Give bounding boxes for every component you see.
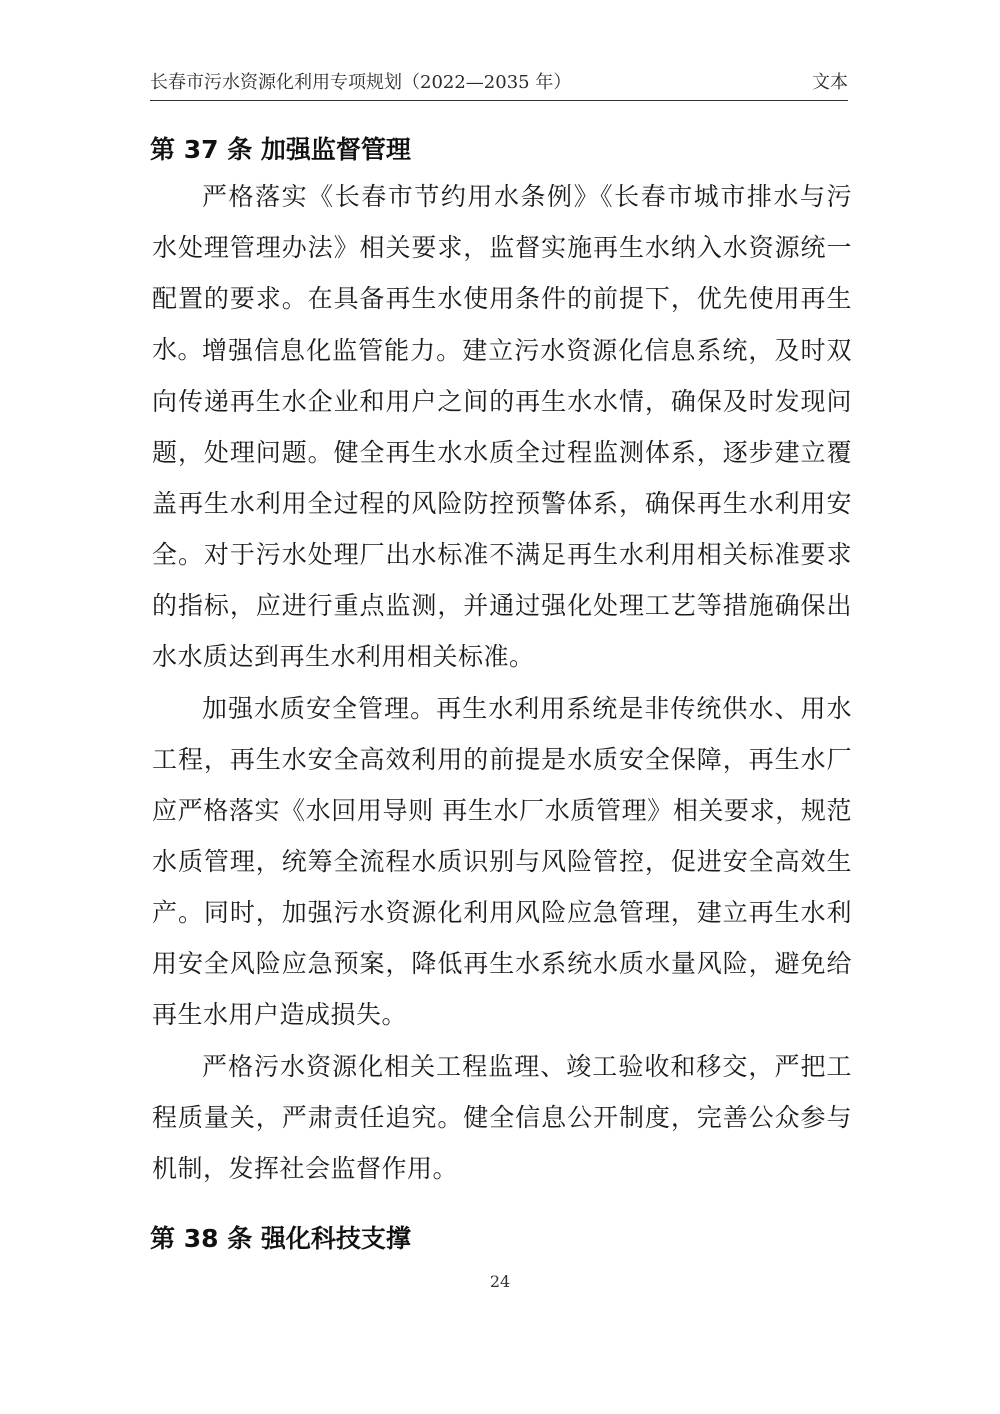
article-37-paragraph-1: 严格落实《长春市节约用水条例》《长春市城市排水与污水处理管理办法》相关要求，监督实施再生水纳入水资源统一配置的要求。在具备再生水使用条件的前提下，优先使用再生水。 xyxy=(152,182,852,364)
document-title: 长春市污水资源化利用专项规划（2022—2035 年） xyxy=(150,72,572,93)
article-37-paragraph-4: 严格污水资源化相关工程监理、竣工验收和移交，严把工程质量关，严肃责任追究。健全信息公开制度，完善公众参与机制，发挥社会监督作用。 xyxy=(152,1052,852,1183)
page-number: 24 xyxy=(489,1272,511,1291)
running-header xyxy=(150,66,848,101)
document-type-label: 文本 xyxy=(812,72,848,93)
article-37-paragraph-3: 加强水质安全管理。再生水利用系统是非传统供水、用水工程，再生水安全高效利用的前提是水质安全保障，再生水厂应严格落实《水回用导则 再生水厂水质管理》相关要求，规范水质管理，统筹全流程水质识别与风险管控，促进安全高效生产。同时，加强污水资源化利用风险应急管理，建立再生水利用安全风险应急预案，降低再生水系统水质水量风险，避免给再生水用户造成损失。 xyxy=(152,694,852,1029)
article-37-heading: 第 37 条 加强监督管理 xyxy=(150,135,411,164)
article-38-heading: 第 38 条 强化科技支撑 xyxy=(150,1224,411,1253)
article-37-paragraph-2: 增强信息化监管能力。建立污水资源化信息系统，及时双向传递再生水企业和用户之间的再生水水情，确保及时发现问题，处理问题。健全再生水水质全过程监测体系，逐步建立覆盖再生水利用全过程的风险防控预警体系，确保再生水利用安全。对于污水处理厂出水标准不满足再生水利用相关标准要求的指标，应进行重点监测，并通过强化处理工艺等措施确保出水水质达到再生水利用相关标准。 xyxy=(152,336,852,671)
